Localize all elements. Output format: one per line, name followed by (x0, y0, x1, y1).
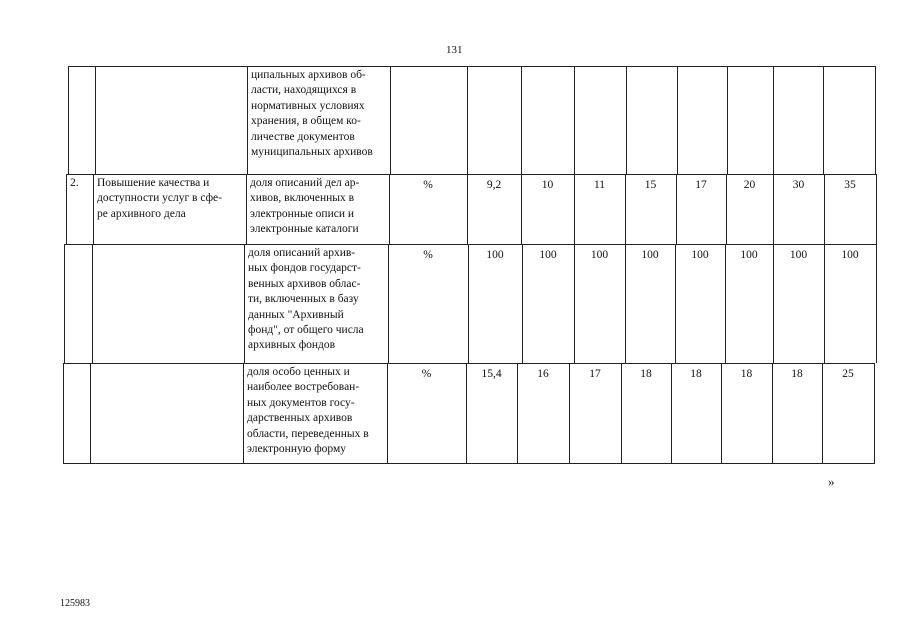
row-number (68, 66, 95, 174)
value-cell: 100 (841, 249, 859, 261)
value-cell: 18 (690, 368, 702, 380)
row-number (63, 363, 90, 463)
value-cell (773, 66, 823, 174)
value-cell: 100 (740, 249, 758, 261)
task-text (92, 244, 244, 363)
value-cell: 100 (789, 249, 808, 261)
unit-text: % (421, 368, 432, 380)
value-cell: 18 (740, 368, 753, 380)
table-rule (876, 174, 877, 244)
value-cell: 15 (644, 179, 657, 191)
table-rule (874, 363, 875, 463)
value-cell: 100 (641, 249, 659, 261)
value-cell: 100 (691, 249, 709, 261)
value-cell (574, 66, 626, 174)
value-cell: 9,2 (486, 179, 502, 191)
indicator-text: ципальных архивов об- ласти, находящихся в нормативных условиях хранения, в общем ко- личестве документов муниципальных архивов (251, 69, 373, 159)
value-cell (626, 66, 677, 174)
value-cell (727, 66, 773, 174)
task-text (95, 66, 247, 174)
value-cell: 17 (695, 179, 707, 191)
unit-text: % (423, 179, 433, 191)
unit-text (390, 66, 467, 174)
value-cell (677, 66, 727, 174)
value-cell: 18 (640, 368, 652, 380)
value-cell (521, 66, 574, 174)
value-cell (467, 66, 521, 174)
value-cell: 100 (539, 249, 557, 261)
indicator-text: доля описаний архив- ных фондов государст- венных архивов облас- ти, включенных в базу данных "Архивный фонд", от общего числа архивных фондов (248, 247, 364, 352)
value-cell: 17 (589, 368, 601, 380)
closing-quote: » (828, 474, 835, 489)
task-text (90, 363, 243, 463)
value-cell: 15,4 (481, 368, 502, 380)
page-number: 131 (446, 44, 463, 56)
unit-text: % (423, 249, 433, 261)
row-number: 2. (70, 177, 79, 189)
value-cell: 100 (486, 249, 504, 261)
value-cell: 18 (791, 368, 803, 380)
indicator-text: доля описаний дел ар- хивов, включенных в электронные описи и электронные каталоги (250, 177, 360, 236)
table-rule (875, 66, 876, 174)
value-cell: 20 (743, 179, 756, 191)
table-rule (63, 463, 875, 464)
indicator-text: доля особо ценных и наиболее востребован- ных документов госу- дарственных архивов области, переведенных в электронную форму (247, 366, 369, 456)
value-cell: 35 (844, 179, 856, 191)
value-cell (823, 66, 875, 174)
value-cell: 11 (593, 179, 606, 191)
table-rule (876, 244, 877, 363)
value-cell: 30 (792, 179, 805, 191)
value-cell: 16 (537, 368, 549, 380)
task-text: Повышение качества и доступности услуг в сфе- ре архивного дела (97, 177, 222, 220)
value-cell: 100 (590, 249, 609, 261)
row-number (64, 244, 92, 363)
document-code: 125983 (60, 598, 90, 609)
value-cell: 25 (842, 368, 854, 380)
value-cell: 10 (541, 179, 554, 191)
